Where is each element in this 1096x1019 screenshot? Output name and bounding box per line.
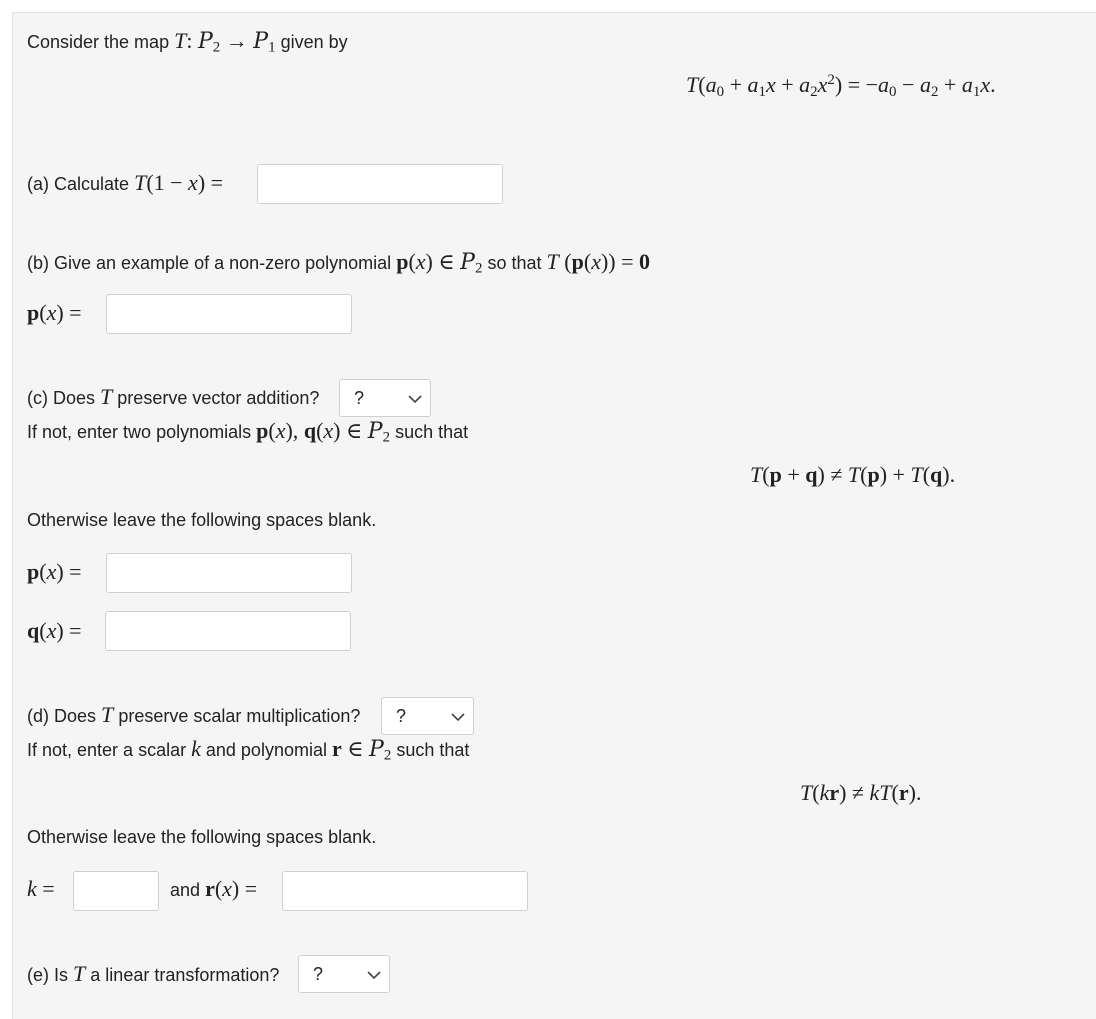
part-c-polys: p(x), q(x) ∈ P2: [256, 418, 391, 446]
part-a-line: [27, 170, 223, 196]
part-a-label: (a) Calculate: [27, 174, 130, 194]
part-c-t: T: [100, 384, 113, 409]
part-d-ifnot-line: [27, 736, 469, 765]
part-c-otherwise: Otherwise leave the following spaces blank.: [27, 510, 377, 530]
part-b-label: (b) Give an example of a non-zero polynomial: [27, 253, 392, 273]
part-d-r-set: r ∈ P2: [331, 736, 392, 764]
part-c-ifnot: If not, enter two polynomials: [27, 422, 252, 442]
part-b-condition: T (p(x)) = 0: [546, 249, 651, 274]
part-b-input[interactable]: [106, 294, 352, 334]
part-d-select-value: ?: [396, 706, 407, 726]
part-c-q-input[interactable]: [105, 611, 351, 651]
part-d-ifnot: If not, enter a scalar: [27, 740, 187, 760]
part-c-display: T(p + q) ≠ T(p) + T(q).: [750, 462, 956, 487]
part-d-label: (d) Does: [27, 706, 97, 726]
part-c-select-value: ?: [354, 388, 365, 408]
intro-line: [27, 28, 348, 57]
part-e-question: a linear transformation?: [90, 965, 280, 985]
part-c-select[interactable]: [339, 379, 431, 417]
part-c-label: (c) Does: [27, 388, 96, 408]
part-b-line: [27, 249, 650, 278]
map-notation: T: P2 → P1: [174, 28, 276, 56]
part-b-poly: p(x) ∈ P2: [396, 249, 483, 277]
part-d-k-input[interactable]: [73, 871, 159, 911]
part-d-k: k: [191, 736, 201, 761]
part-d-and: and: [170, 880, 201, 900]
part-c-such-that: such that: [395, 422, 469, 442]
part-e-select-value: ?: [313, 964, 324, 984]
part-b-so-that: so that: [487, 253, 542, 273]
part-c-line: [27, 384, 319, 410]
chevron-down-icon: [451, 712, 465, 722]
part-d-r-input[interactable]: [282, 871, 528, 911]
part-d-otherwise: Otherwise leave the following spaces blank.: [27, 827, 377, 847]
part-a-input[interactable]: [257, 164, 503, 204]
part-d-display: T(kr) ≠ kT(r).: [800, 780, 922, 805]
part-d-line: [27, 702, 360, 728]
part-b-p-label: p(x) =: [27, 300, 82, 325]
part-c-p-input[interactable]: [106, 553, 352, 593]
part-c-p-label: p(x) =: [27, 559, 82, 584]
part-d-and-poly: and polynomial: [205, 740, 327, 760]
part-c-q-label: q(x) =: [27, 618, 82, 643]
intro-after: given by: [280, 32, 348, 52]
part-d-t: T: [101, 702, 114, 727]
part-d-select[interactable]: [381, 697, 474, 735]
part-d-question: preserve scalar multiplication?: [118, 706, 361, 726]
chevron-down-icon: [367, 970, 381, 980]
part-e-select[interactable]: [298, 955, 390, 993]
part-e-line: [27, 961, 279, 987]
part-e-t: T: [73, 961, 86, 986]
part-a-expression: T(1 − x) =: [134, 170, 224, 195]
part-d-k-label: k =: [27, 876, 55, 901]
part-d-such-that: such that: [396, 740, 470, 760]
part-d-r-label: r(x) =: [205, 876, 258, 901]
definition-equation: $T(a0 + a1x + a2x^2) = -a0 - a2 + a1x$.: [686, 72, 996, 100]
part-e-label: (e) Is: [27, 965, 69, 985]
chevron-down-icon: [408, 394, 422, 404]
part-d-r-line: [170, 876, 257, 902]
intro-text: Consider the map: [27, 32, 170, 52]
part-c-ifnot-line: [27, 418, 468, 447]
part-c-question: preserve vector addition?: [117, 388, 320, 408]
